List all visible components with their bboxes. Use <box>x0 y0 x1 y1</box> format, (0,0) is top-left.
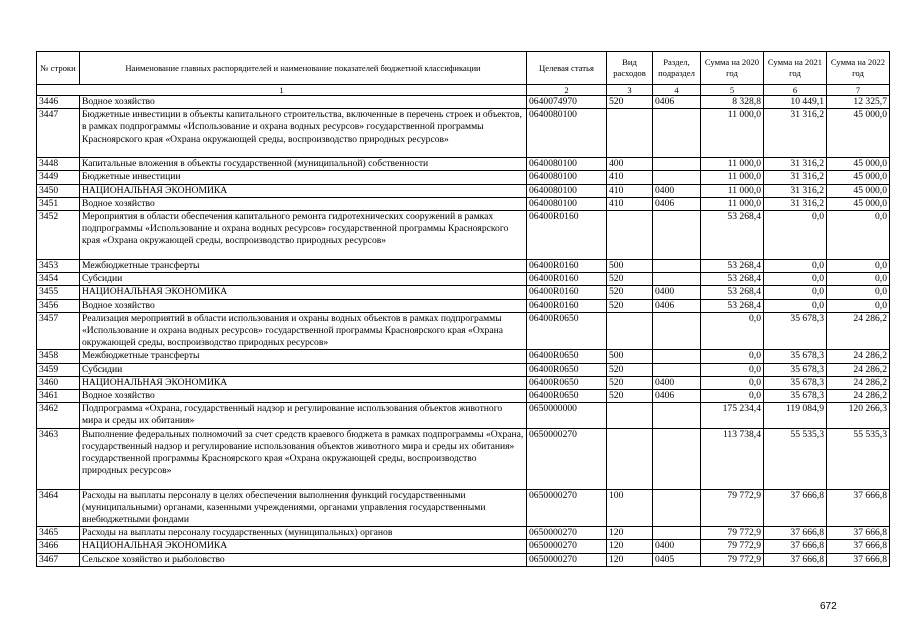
row-number: 3453 <box>37 260 80 273</box>
row-number: 3456 <box>37 299 80 312</box>
row-number: 3463 <box>37 428 80 489</box>
row-expense-type: 410 <box>607 171 653 184</box>
column-number: 3 <box>607 85 653 96</box>
row-sum-2022: 120 266,3 <box>827 403 890 428</box>
table-row <box>37 299 890 312</box>
row-name: Межбюджетные трансферты <box>80 260 527 273</box>
row-sum-2022: 55 535,3 <box>827 428 890 489</box>
table-row <box>37 197 890 210</box>
row-name: Реализация мероприятий в области использования и охраны водных объектов в рамках подпрограммы «Использование и охрана водных ресурсов» государственной программы Красноярского края «Охрана окружающей среды, воспроизводство природных ресурсов» <box>80 312 527 350</box>
header-sum-2020: Сумма на 2020 год <box>701 52 764 85</box>
row-section: 0406 <box>653 197 701 210</box>
table-row <box>37 553 890 566</box>
row-sum-2020: 8 328,8 <box>701 96 764 109</box>
table-row <box>37 96 890 109</box>
row-sum-2022: 37 666,8 <box>827 527 890 540</box>
column-number: 1 <box>37 85 527 96</box>
row-target-code: 0640074970 <box>527 96 607 109</box>
row-name: Водное хозяйство <box>80 197 527 210</box>
row-sum-2022: 24 286,2 <box>827 350 890 363</box>
row-sum-2022: 0,0 <box>827 260 890 273</box>
row-expense-type: 500 <box>607 260 653 273</box>
row-expense-type <box>607 211 653 260</box>
row-sum-2020: 11 000,0 <box>701 184 764 197</box>
row-sum-2020: 79 772,9 <box>701 489 764 527</box>
row-section <box>653 350 701 363</box>
row-expense-type: 120 <box>607 527 653 540</box>
row-sum-2020: 53 268,4 <box>701 211 764 260</box>
row-sum-2021: 35 678,3 <box>764 363 827 376</box>
row-target-code: 06400R0160 <box>527 260 607 273</box>
table-row <box>37 527 890 540</box>
row-number: 3465 <box>37 527 80 540</box>
row-section: 0405 <box>653 553 701 566</box>
table-row <box>37 376 890 389</box>
row-sum-2021: 31 316,2 <box>764 197 827 210</box>
column-number: 2 <box>527 85 607 96</box>
row-name: Водное хозяйство <box>80 299 527 312</box>
row-expense-type: 410 <box>607 184 653 197</box>
row-sum-2020: 0,0 <box>701 312 764 350</box>
row-sum-2022: 0,0 <box>827 299 890 312</box>
row-name: Водное хозяйство <box>80 96 527 109</box>
row-target-code: 0650000270 <box>527 489 607 527</box>
row-expense-type: 120 <box>607 540 653 553</box>
row-section <box>653 171 701 184</box>
row-number: 3459 <box>37 363 80 376</box>
row-number: 3446 <box>37 96 80 109</box>
table-row <box>37 390 890 403</box>
row-sum-2021: 37 666,8 <box>764 540 827 553</box>
row-expense-type <box>607 428 653 489</box>
row-name: НАЦИОНАЛЬНАЯ ЭКОНОМИКА <box>80 184 527 197</box>
row-sum-2020: 0,0 <box>701 363 764 376</box>
row-name: Межбюджетные трансферты <box>80 350 527 363</box>
row-target-code: 06400R0650 <box>527 390 607 403</box>
row-sum-2021: 31 316,2 <box>764 158 827 171</box>
row-section <box>653 260 701 273</box>
row-sum-2020: 53 268,4 <box>701 260 764 273</box>
row-sum-2020: 11 000,0 <box>701 109 764 158</box>
row-number: 3449 <box>37 171 80 184</box>
row-expense-type: 520 <box>607 299 653 312</box>
row-sum-2020: 11 000,0 <box>701 158 764 171</box>
row-sum-2022: 0,0 <box>827 286 890 299</box>
row-section <box>653 428 701 489</box>
row-sum-2022: 45 000,0 <box>827 158 890 171</box>
row-name: Бюджетные инвестиции в объекты капитального строительства, включенные в перечень строек и объектов, в рамках подпрограммы «Использование и охрана водных ресурсов» государственной программы Красноярского края «Охрана окружающей среды, воспроизводство природных ресурсов» <box>80 109 527 158</box>
row-sum-2021: 35 678,3 <box>764 350 827 363</box>
table-row <box>37 109 890 158</box>
row-number: 3462 <box>37 403 80 428</box>
row-target-code: 06400R0160 <box>527 286 607 299</box>
row-number: 3454 <box>37 273 80 286</box>
row-target-code: 0650000000 <box>527 403 607 428</box>
table-row <box>37 312 890 350</box>
row-sum-2021: 0,0 <box>764 299 827 312</box>
row-target-code: 06400R0650 <box>527 350 607 363</box>
table-row <box>37 363 890 376</box>
row-number: 3464 <box>37 489 80 527</box>
row-section <box>653 158 701 171</box>
row-sum-2022: 45 000,0 <box>827 184 890 197</box>
row-section: 0406 <box>653 390 701 403</box>
header-num: № строки <box>37 52 80 85</box>
row-number: 3450 <box>37 184 80 197</box>
row-section <box>653 109 701 158</box>
header-sum-2021: Сумма на 2021 год <box>764 52 827 85</box>
row-expense-type <box>607 403 653 428</box>
row-sum-2020: 79 772,9 <box>701 540 764 553</box>
table-row <box>37 540 890 553</box>
row-target-code: 06400R0650 <box>527 363 607 376</box>
row-name: Мероприятия в области обеспечения капитального ремонта гидротехнических сооружений в рамках подпрограммы «Использование и охрана водных ресурсов» государственной программы Красноярского края «Охрана окружающей среды, воспроизводство природных ресурсов» <box>80 211 527 260</box>
header-name: Наименование главных распорядителей и наименование показателей бюджетной классификации <box>80 52 527 85</box>
table-row <box>37 158 890 171</box>
row-number: 3461 <box>37 390 80 403</box>
row-target-code: 0640080100 <box>527 109 607 158</box>
row-sum-2022: 0,0 <box>827 273 890 286</box>
row-number: 3451 <box>37 197 80 210</box>
row-number: 3466 <box>37 540 80 553</box>
row-sum-2020: 53 268,4 <box>701 286 764 299</box>
row-sum-2021: 0,0 <box>764 260 827 273</box>
header-row <box>37 52 890 85</box>
row-sum-2021: 35 678,3 <box>764 312 827 350</box>
row-sum-2021: 55 535,3 <box>764 428 827 489</box>
row-section <box>653 489 701 527</box>
row-section <box>653 273 701 286</box>
table-row <box>37 350 890 363</box>
row-section <box>653 363 701 376</box>
row-sum-2020: 11 000,0 <box>701 171 764 184</box>
row-section <box>653 527 701 540</box>
row-target-code: 0640080100 <box>527 184 607 197</box>
row-expense-type: 520 <box>607 363 653 376</box>
row-sum-2021: 31 316,2 <box>764 184 827 197</box>
row-expense-type: 520 <box>607 273 653 286</box>
row-sum-2021: 35 678,3 <box>764 376 827 389</box>
row-sum-2021: 35 678,3 <box>764 390 827 403</box>
row-number: 3448 <box>37 158 80 171</box>
table-row <box>37 211 890 260</box>
header-code: Целевая статья <box>527 52 607 85</box>
row-expense-type <box>607 312 653 350</box>
table-row <box>37 273 890 286</box>
row-sum-2020: 0,0 <box>701 390 764 403</box>
row-target-code: 0650000270 <box>527 428 607 489</box>
column-number: 5 <box>701 85 764 96</box>
header-rz: Раздел, подраздел <box>653 52 701 85</box>
row-sum-2020: 0,0 <box>701 350 764 363</box>
row-section: 0400 <box>653 376 701 389</box>
row-section: 0400 <box>653 184 701 197</box>
row-section <box>653 403 701 428</box>
row-sum-2022: 45 000,0 <box>827 197 890 210</box>
row-target-code: 06400R0160 <box>527 211 607 260</box>
row-target-code: 0650000270 <box>527 527 607 540</box>
row-target-code: 06400R0160 <box>527 273 607 286</box>
row-number: 3460 <box>37 376 80 389</box>
row-sum-2022: 45 000,0 <box>827 171 890 184</box>
row-expense-type: 410 <box>607 197 653 210</box>
column-number: 4 <box>653 85 701 96</box>
table-row <box>37 403 890 428</box>
row-sum-2022: 24 286,2 <box>827 390 890 403</box>
row-expense-type <box>607 109 653 158</box>
row-sum-2020: 11 000,0 <box>701 197 764 210</box>
table-row <box>37 286 890 299</box>
row-target-code: 0650000270 <box>527 553 607 566</box>
row-number: 3447 <box>37 109 80 158</box>
row-name: Капитальные вложения в объекты государственной (муниципальной) собственности <box>80 158 527 171</box>
row-expense-type: 520 <box>607 286 653 299</box>
column-number: 6 <box>764 85 827 96</box>
header-vr: Вид расходов <box>607 52 653 85</box>
row-sum-2022: 37 666,8 <box>827 489 890 527</box>
table-row <box>37 184 890 197</box>
row-expense-type: 500 <box>607 350 653 363</box>
row-sum-2021: 37 666,8 <box>764 527 827 540</box>
row-name: НАЦИОНАЛЬНАЯ ЭКОНОМИКА <box>80 286 527 299</box>
row-sum-2022: 45 000,0 <box>827 109 890 158</box>
row-name: Бюджетные инвестиции <box>80 171 527 184</box>
row-name: Сельское хозяйство и рыболовство <box>80 553 527 566</box>
row-section <box>653 312 701 350</box>
row-target-code: 0640080100 <box>527 158 607 171</box>
row-target-code: 06400R0160 <box>527 299 607 312</box>
row-sum-2021: 0,0 <box>764 211 827 260</box>
row-name: НАЦИОНАЛЬНАЯ ЭКОНОМИКА <box>80 540 527 553</box>
row-number: 3455 <box>37 286 80 299</box>
row-sum-2022: 24 286,2 <box>827 376 890 389</box>
row-name: Субсидии <box>80 273 527 286</box>
table-row <box>37 489 890 527</box>
row-sum-2020: 79 772,9 <box>701 527 764 540</box>
row-target-code: 06400R0650 <box>527 312 607 350</box>
row-sum-2022: 24 286,2 <box>827 363 890 376</box>
row-sum-2021: 119 084,9 <box>764 403 827 428</box>
header-sum-2022: Сумма на 2022 год <box>827 52 890 85</box>
page-number: 672 <box>820 601 837 612</box>
row-name: Расходы на выплаты персоналу государственных (муниципальных) органов <box>80 527 527 540</box>
row-expense-type: 400 <box>607 158 653 171</box>
row-section: 0406 <box>653 299 701 312</box>
row-sum-2022: 12 325,7 <box>827 96 890 109</box>
row-number: 3467 <box>37 553 80 566</box>
row-expense-type: 520 <box>607 376 653 389</box>
row-sum-2020: 0,0 <box>701 376 764 389</box>
table-body <box>37 96 890 567</box>
row-name: Водное хозяйство <box>80 390 527 403</box>
table-row <box>37 171 890 184</box>
row-sum-2022: 24 286,2 <box>827 312 890 350</box>
row-expense-type: 120 <box>607 553 653 566</box>
row-section: 0406 <box>653 96 701 109</box>
row-name: Расходы на выплаты персоналу в целях обеспечения выполнения функций государственными (муниципальными) органами, казенными учреждениями, органами управления государственными внебюджетными фондами <box>80 489 527 527</box>
row-target-code: 0650000270 <box>527 540 607 553</box>
row-sum-2021: 37 666,8 <box>764 553 827 566</box>
row-expense-type: 520 <box>607 96 653 109</box>
column-number-row <box>37 85 890 96</box>
row-sum-2021: 0,0 <box>764 286 827 299</box>
row-target-code: 0640080100 <box>527 197 607 210</box>
row-number: 3457 <box>37 312 80 350</box>
row-number: 3452 <box>37 211 80 260</box>
table-row <box>37 428 890 489</box>
row-name: НАЦИОНАЛЬНАЯ ЭКОНОМИКА <box>80 376 527 389</box>
row-target-code: 06400R0650 <box>527 376 607 389</box>
row-number: 3458 <box>37 350 80 363</box>
row-section: 0400 <box>653 540 701 553</box>
row-expense-type: 520 <box>607 390 653 403</box>
row-name: Субсидии <box>80 363 527 376</box>
row-name: Выполнение федеральных полномочий за счет средств краевого бюджета в рамках подпрограммы «Охрана, государственный надзор и регулирование использования объектов животного мира и среды их обитания» государственной программы Красноярского края «Охрана окружающей среды, воспроизводство природных ресурсов» <box>80 428 527 489</box>
column-number: 7 <box>827 85 890 96</box>
budget-table <box>36 51 890 567</box>
row-sum-2022: 37 666,8 <box>827 553 890 566</box>
row-sum-2020: 175 234,4 <box>701 403 764 428</box>
row-sum-2022: 37 666,8 <box>827 540 890 553</box>
row-sum-2021: 37 666,8 <box>764 489 827 527</box>
table-row <box>37 260 890 273</box>
row-sum-2020: 53 268,4 <box>701 273 764 286</box>
row-target-code: 0640080100 <box>527 171 607 184</box>
row-name: Подпрограмма «Охрана, государственный надзор и регулирование использования объектов животного мира и среды их обитания» <box>80 403 527 428</box>
row-sum-2022: 0,0 <box>827 211 890 260</box>
row-sum-2021: 31 316,2 <box>764 109 827 158</box>
row-sum-2021: 31 316,2 <box>764 171 827 184</box>
row-expense-type: 100 <box>607 489 653 527</box>
row-sum-2020: 113 738,4 <box>701 428 764 489</box>
row-sum-2021: 0,0 <box>764 273 827 286</box>
row-section <box>653 211 701 260</box>
row-section: 0400 <box>653 286 701 299</box>
row-sum-2020: 53 268,4 <box>701 299 764 312</box>
row-sum-2020: 79 772,9 <box>701 553 764 566</box>
row-sum-2021: 10 449,1 <box>764 96 827 109</box>
